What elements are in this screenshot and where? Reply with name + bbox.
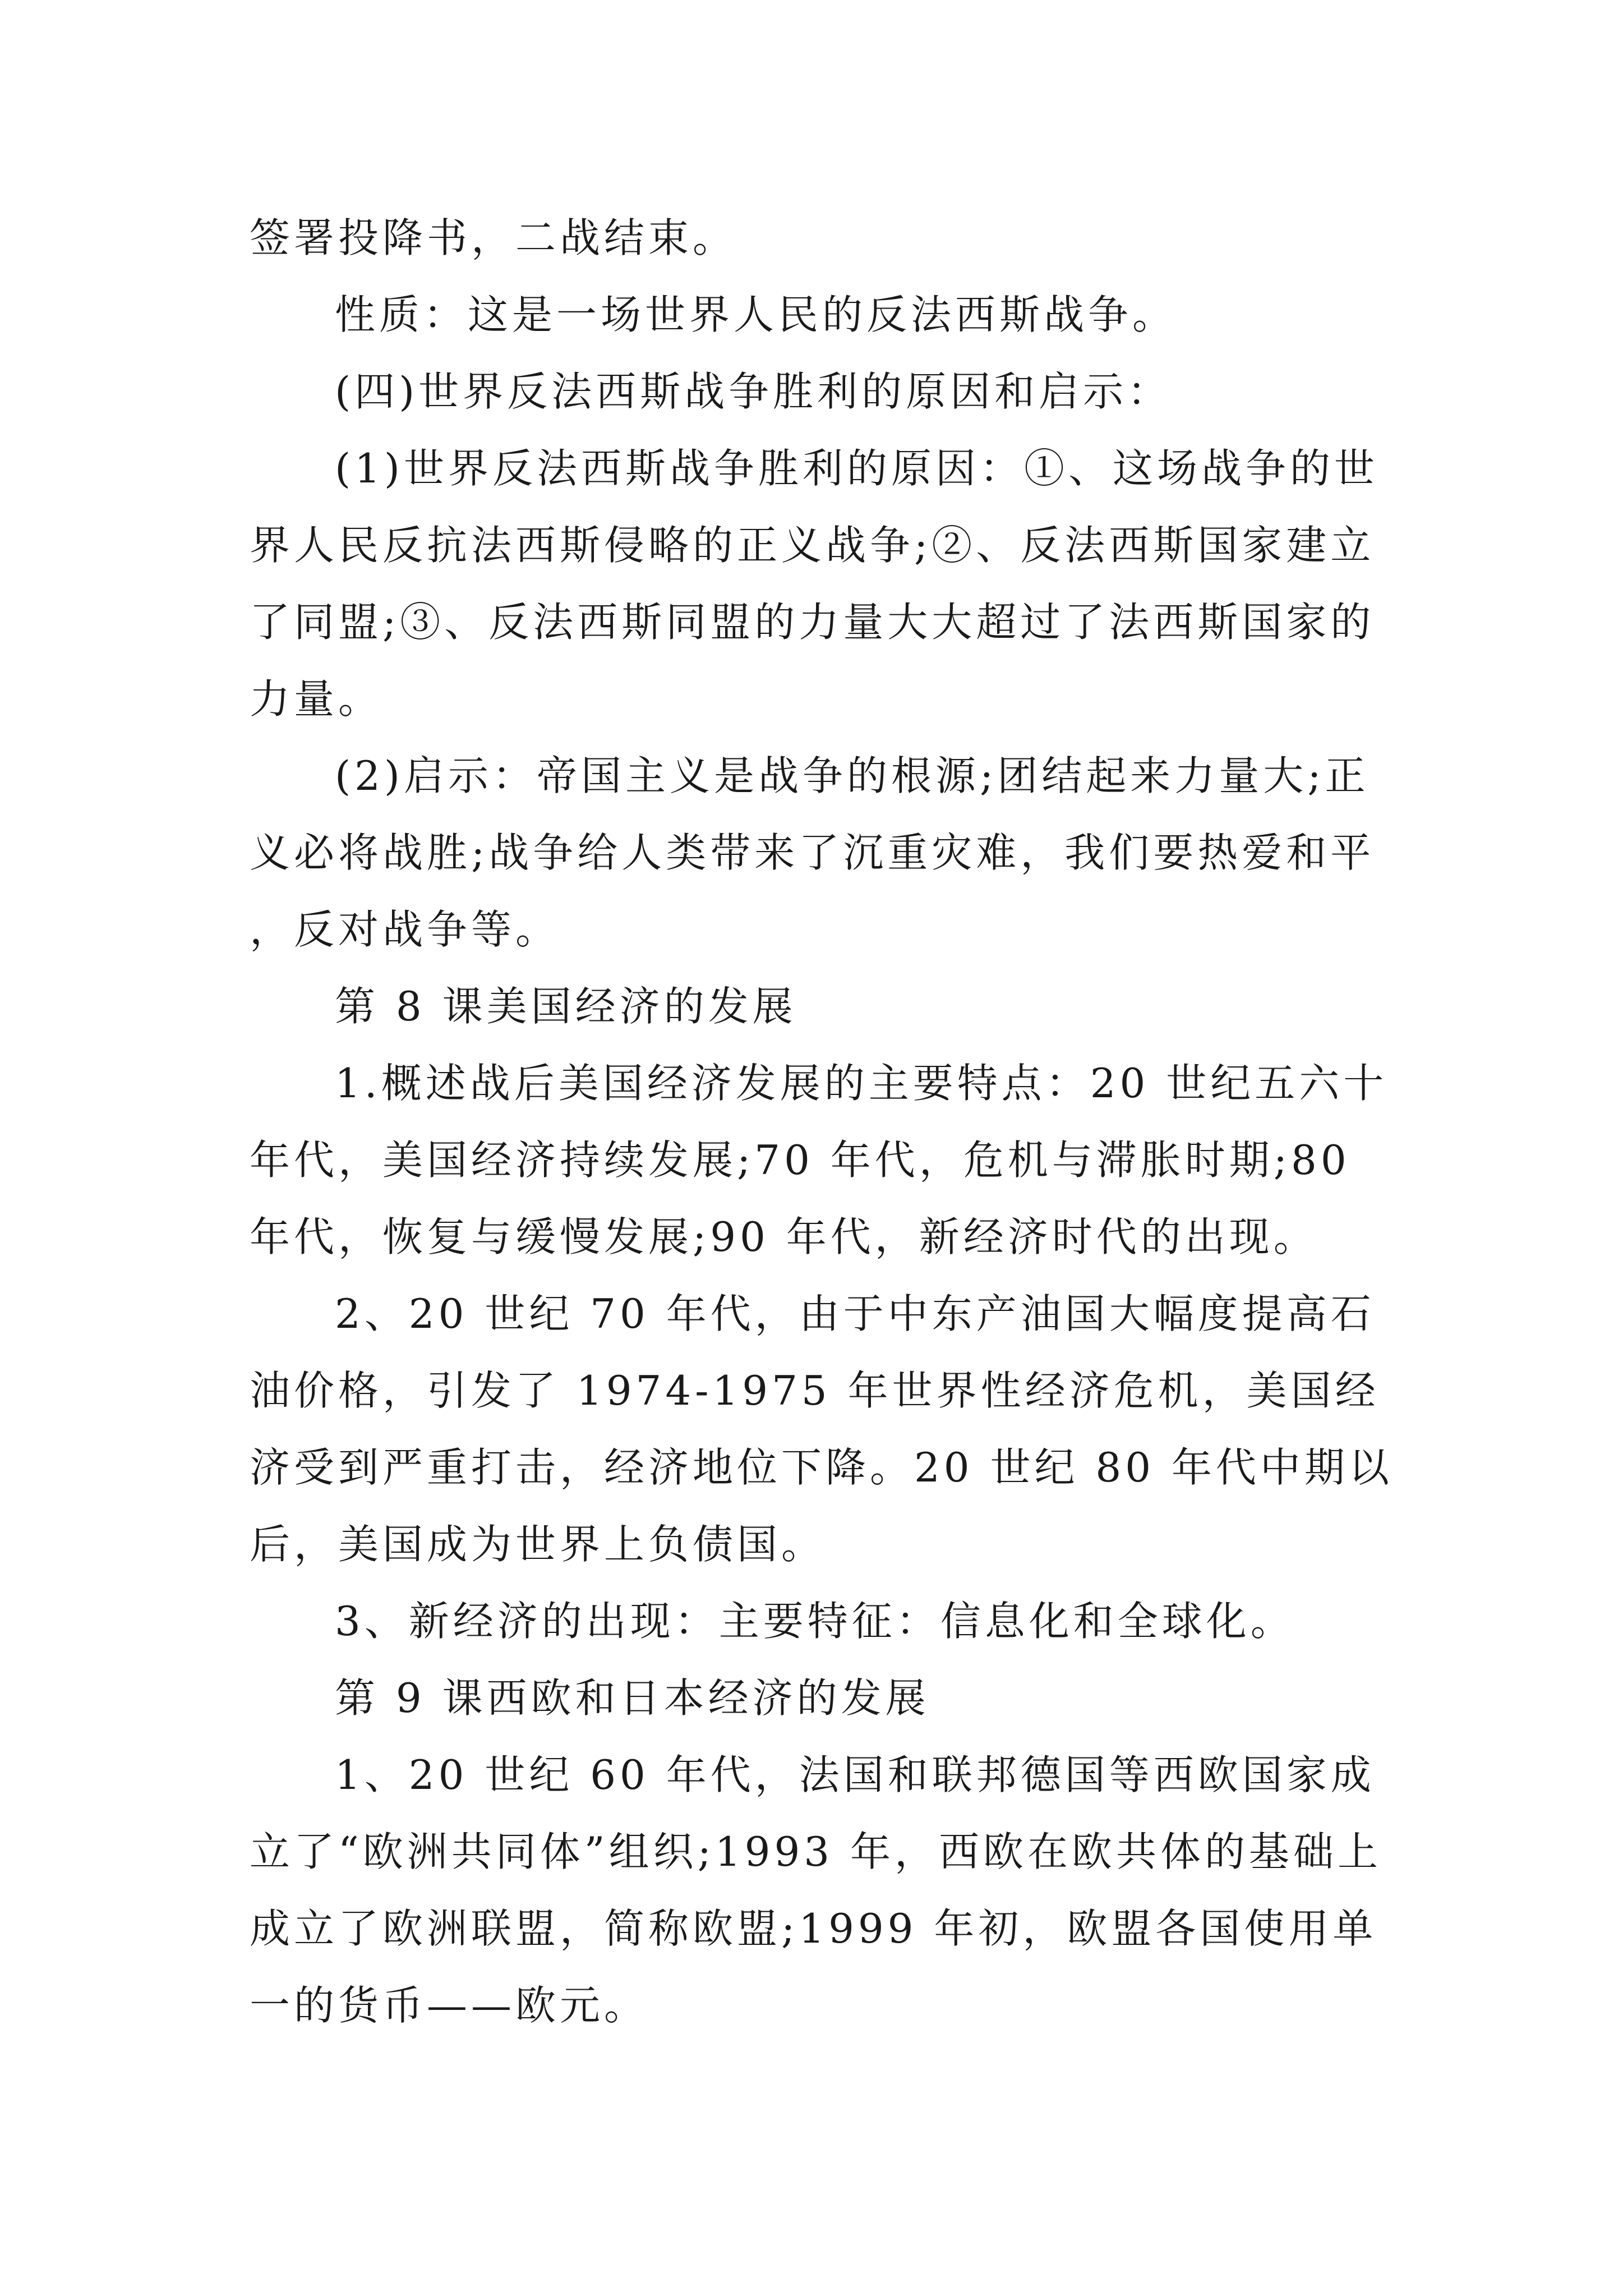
paragraph-european-union: 1、20 世纪 60 年代，法国和联邦德国等西欧国家成立了“欧洲共同体”组织;1993 年，西欧在欧共体的基础上成立了欧洲联盟，简称欧盟;1999 年初，欧盟各国使用单一的货币——欧元。 <box>250 1751 1382 2029</box>
paragraph-victory-reasons: (1)世界反法西斯战争胜利的原因：①、这场战争的世界人民反抗法西斯侵略的正义战争;②、反法西斯国家建立了同盟;③、反法西斯同盟的力量大大超过了法西斯国家的力量。 <box>250 445 1378 723</box>
paragraph-oil-crisis: 2、20 世纪 70 年代，由于中东产油国大幅度提高石油价格，引发了 1974-1975 年世界性经济危机，美国经济受到严重打击，经济地位下降。20 世纪 80 年代中期以后，美国成为世界上负债国。 <box>250 1290 1393 1568</box>
lesson-9-title: 第 9 课西欧和日本经济的发展 <box>335 1674 930 1722</box>
paragraph-lessons: (2)启示：帝国主义是战争的根源;团结起来力量大;正义必将战胜;战争给人类带来了沉重灾难，我们要热爱和平，反对战争等。 <box>250 752 1375 953</box>
paragraph-new-economy: 3、新经济的出现：主要特征：信息化和全球化。 <box>335 1598 1295 1645</box>
paragraph-us-economy-features: 1.概述战后美国经济发展的主要特点：20 世纪五六十年代，美国经济持续发展;70 年代，危机与滞胀时期;80 年代，恢复与缓慢发展;90 年代，新经济时代的出现。 <box>250 1060 1388 1260</box>
lesson-8-title: 第 8 课美国经济的发展 <box>335 983 797 1030</box>
paragraph-nature: 性质：这是一场世界人民的反法西斯战争。 <box>335 291 1177 338</box>
heading-victory-reasons: (四)世界反法西斯战争胜利的原因和启示： <box>335 368 1172 415</box>
paragraph-surrender: 签署投降书，二战结束。 <box>250 214 737 261</box>
document-body <box>250 200 1394 2044</box>
